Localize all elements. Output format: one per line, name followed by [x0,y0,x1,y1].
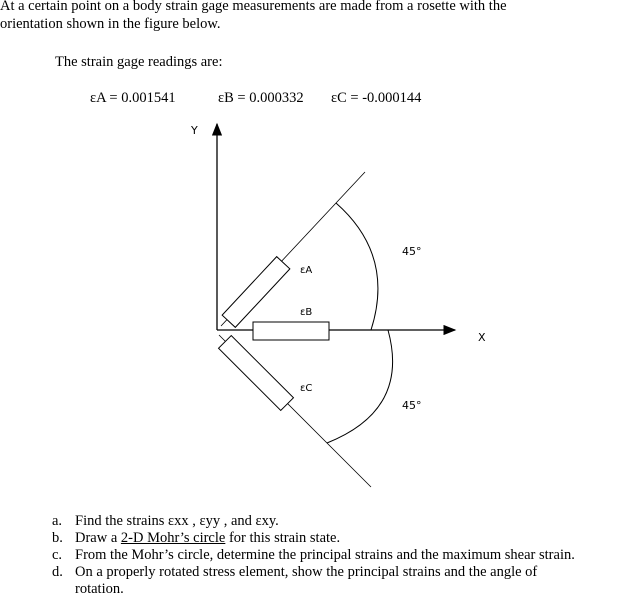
question-label: c. [52,547,63,563]
angle-top-label: 45° [402,245,422,258]
readings-heading: The strain gage readings are: [55,54,223,70]
question-text: for this strain state. [225,530,341,546]
question-a [52,513,279,530]
y-axis-label: Y [191,124,198,137]
gage-a-label: εA [300,265,313,276]
question-label: a. [52,513,63,529]
question-text: From the Mohr’s circle, determine the principal strains and the maximum shear strain. [75,547,575,563]
gage-c-label: εC [300,383,313,394]
gage-a [222,257,290,328]
intro-line-2: orientation shown in the figure below. [0,16,221,32]
question-c [52,547,575,564]
reading-c: εC = -0.000144 [331,90,422,106]
question-text: On a properly rotated stress element, show the principal strains and the angle of [75,564,538,580]
angle-arc-bottom [327,330,393,443]
x-axis-label: X [478,331,486,344]
question-label: d. [52,564,63,580]
angle-arc-top [336,203,378,330]
reading-a: εA = 0.001541 [90,90,176,106]
gage-c [219,336,294,411]
question-text: Draw a [75,530,121,546]
question-text: Find the strains εxx , εyy , and εxy. [75,513,279,529]
mohrs-circle-link[interactable]: 2-D Mohr’s circle [120,530,226,546]
question-d [52,564,537,581]
gage-b [253,322,329,340]
angle-bottom-label: 45° [402,399,422,412]
gage-b-label: εB [300,307,313,318]
intro-line-1: At a certain point on a body strain gage measurements are made from a rosette with the [0,0,507,14]
question-d-continuation: rotation. [75,581,124,597]
reading-b: εB = 0.000332 [218,90,304,106]
question-label: b. [52,530,63,546]
question-b [52,530,340,547]
